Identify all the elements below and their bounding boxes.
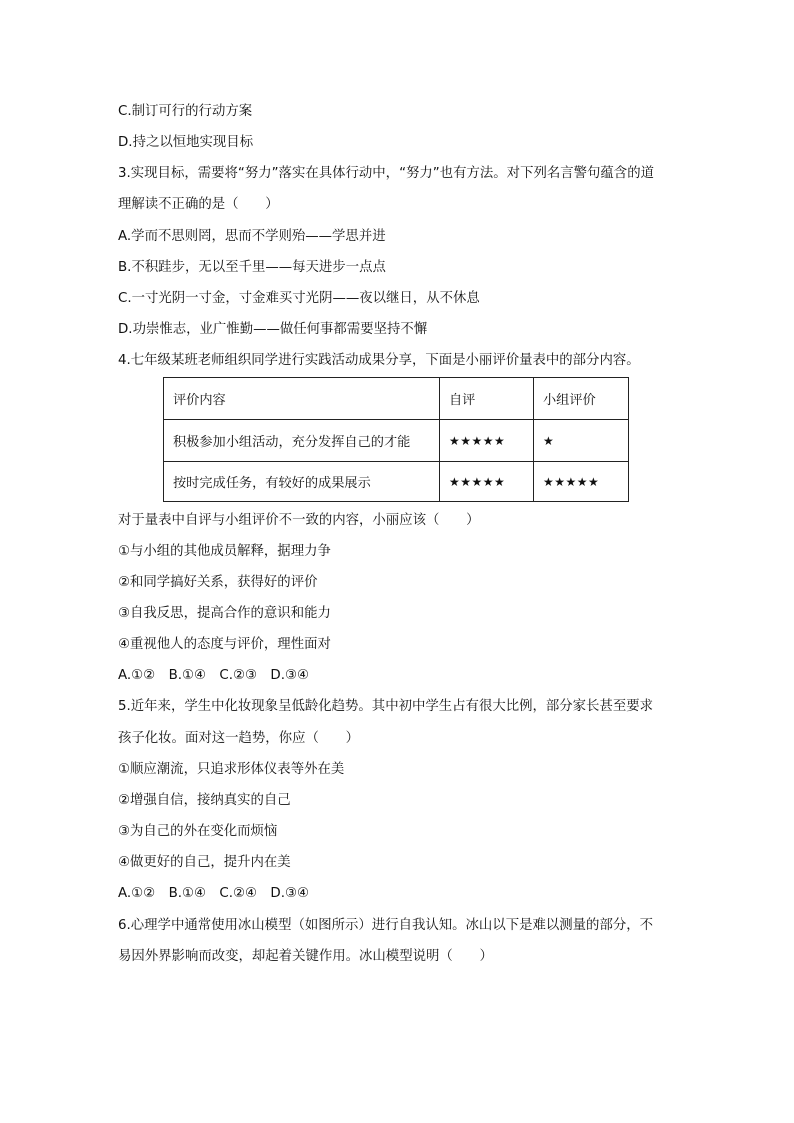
self-rating-stars: ★★★★★: [440, 462, 534, 502]
option-a-q3: A.学而不思则罔，思而不学则殆——学思并进: [118, 229, 386, 244]
question-4-prompt: 对于量表中自评与小组评价不一致的内容，小丽应该（ ）: [118, 513, 480, 528]
table-row: [164, 420, 629, 462]
group-rating-stars: ★★★★★: [534, 462, 629, 502]
q4-statement-4: ④重视他人的态度与评价，理性面对: [118, 637, 331, 652]
q4-options: A.①② B.①④ C.②③ D.③④: [118, 668, 310, 683]
q5-statement-3: ③为自己的外在变化而烦恼: [118, 824, 278, 839]
self-rating-stars: ★★★★★: [440, 420, 534, 462]
option-c-q3: C.一寸光阴一寸金，寸金难买寸光阴——夜以继日，从不休息: [118, 291, 480, 306]
table-cell: 按时完成任务，有较好的成果展示: [164, 462, 440, 502]
q5-statement-1: ①顺应潮流，只追求形体仪表等外在美: [118, 762, 345, 777]
table-header-cell: 评价内容: [164, 378, 440, 420]
question-6-stem: 6.心理学中通常使用冰山模型（如图所示）进行自我认知。冰山以下是难以测量的部分，不: [118, 918, 654, 933]
q5-statement-2: ②增强自信，接纳真实的自己: [118, 793, 291, 808]
q5-statement-4: ④做更好的自己，提升内在美: [118, 855, 291, 870]
table-row: [164, 462, 629, 502]
option-b-q3: B.不积跬步，无以至千里——每天进步一点点: [118, 260, 386, 275]
q4-statement-1: ①与小组的其他成员解释，据理力争: [118, 544, 331, 559]
option-d-q2: D.持之以恒地实现目标: [118, 135, 254, 150]
evaluation-table: [163, 377, 629, 502]
table-header-row: [164, 378, 629, 420]
table-cell: 积极参加小组活动，充分发挥自己的才能: [164, 420, 440, 462]
q5-options: A.①② B.①④ C.②④ D.③④: [118, 886, 310, 901]
question-5-stem: 5.近年来，学生中化妆现象呈低龄化趋势。其中初中学生占有很大比例，部分家长甚至要求: [118, 699, 654, 714]
table-header-cell: 小组评价: [534, 378, 629, 420]
option-d-q3: D.功崇惟志，业广惟勤——做任何事都需要坚持不懈: [118, 322, 428, 337]
question-4-stem: 4.七年级某班老师组织同学进行实践活动成果分享，下面是小丽评价量表中的部分内容。: [118, 353, 640, 368]
group-rating-stars: ★: [534, 420, 629, 462]
question-3-stem: 3.实现目标，需要将“努力”落实在具体行动中，“努力”也有方法。对下列名言警句蕴含的道: [118, 166, 654, 181]
q4-statement-3: ③自我反思，提高合作的意识和能力: [118, 606, 331, 621]
table-header-cell: 自评: [440, 378, 534, 420]
q4-statement-2: ②和同学搞好关系，获得好的评价: [118, 575, 318, 590]
question-3-stem-cont: 理解读不正确的是（ ）: [118, 197, 279, 212]
question-6-stem-cont: 易因外界影响而改变，却起着关键作用。冰山模型说明（ ）: [118, 949, 493, 964]
option-c-q2: C.制订可行的行动方案: [118, 104, 253, 119]
question-5-stem-cont: 孩子化妆。面对这一趋势，你应（ ）: [118, 731, 360, 746]
